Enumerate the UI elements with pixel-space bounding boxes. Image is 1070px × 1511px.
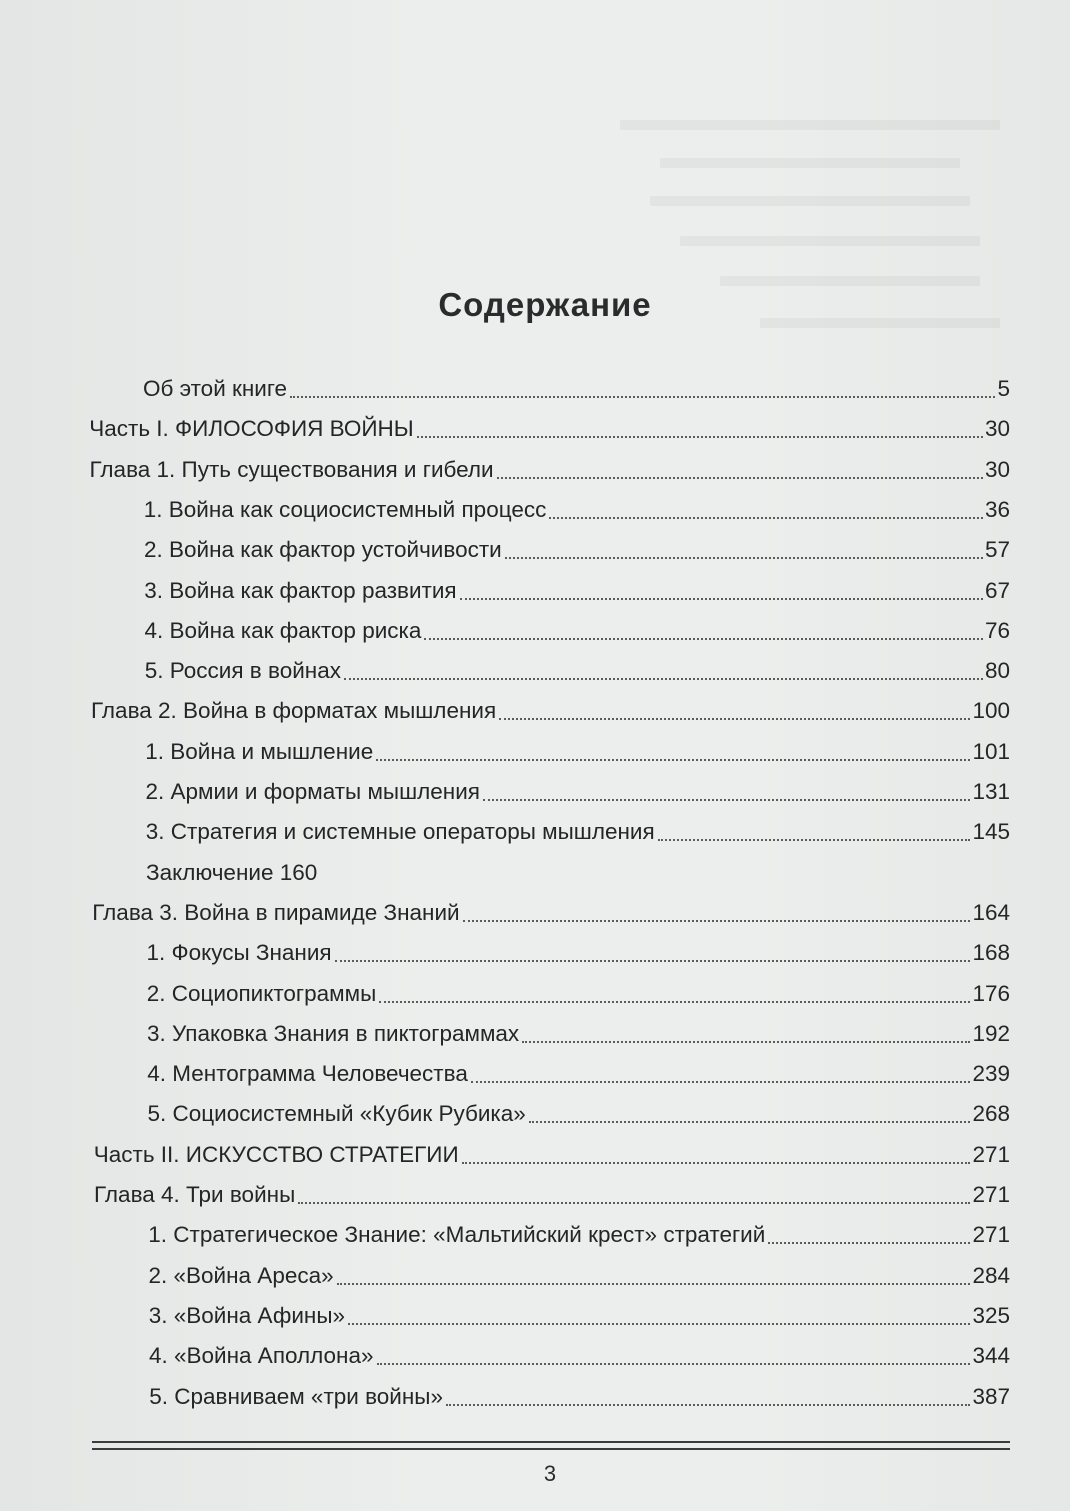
toc-leader-dots [348,1317,970,1325]
toc-entry-label: 5. Социосистемный «Кубик Рубика» [147,1101,526,1127]
toc-leader-dots [768,1236,970,1244]
toc-entry [144,491,1010,525]
show-through-line [720,276,980,286]
toc-entry-page: 80 [984,658,1010,684]
toc-entry [145,612,1011,646]
toc-entry-label: Глава 1. Путь существования и гибели [89,456,494,482]
toc-leader-dots [417,430,983,438]
toc-entry-page: 192 [972,1020,1010,1046]
show-through-line [620,120,1000,130]
toc-leader-dots [505,551,983,559]
toc-leader-dots [377,1357,971,1365]
toc-entry-label: 4. Война как фактор риска [144,617,422,643]
toc-entry [89,410,1010,444]
toc-leader-dots [463,914,971,922]
toc-entry-label: Глава 2. Война в форматах мышления [91,698,497,724]
toc-entry-page: 176 [972,980,1010,1006]
toc-leader-dots [335,954,971,962]
toc-entry-label: Часть I. ФИЛОСОФИЯ ВОЙНЫ [89,416,414,442]
toc-entry [147,975,1010,1009]
show-through-line [680,236,980,246]
toc-entry-page: 344 [972,1343,1010,1369]
toc-entry [148,1095,1011,1129]
toc-entry-label: 1. Война как социосистемный процесс [143,496,547,522]
toc-entry [143,370,1010,404]
toc-entry [90,451,1011,485]
toc-entry-label: 5. Россия в войнах [144,658,341,684]
toc-leader-dots [337,1277,971,1285]
toc-entry-page: 67 [984,577,1010,603]
page-title: Содержание [438,286,652,323]
toc-entry-label: 3. Упаковка Знания в пиктограммах [147,1020,520,1046]
toc-entry-page: 30 [984,416,1010,442]
toc-leader-dots [471,1075,971,1083]
toc-leader-dots [522,1035,970,1043]
toc-leader-dots [497,471,983,479]
toc-entry [147,1055,1010,1089]
toc-entry [144,531,1010,565]
toc-entry [94,1176,1010,1210]
toc-entry [148,1216,1010,1250]
toc-entry-label: 2. Социопиктограммы [146,980,377,1006]
toc-leader-dots [460,592,983,600]
footer-rule-bottom [92,1448,1010,1450]
toc-entry [147,1015,1010,1049]
toc-entry-label: 1. Фокусы Знания [146,940,332,966]
toc-entry-label: 4. «Война Аполлона» [149,1343,374,1369]
toc-entry-label: Об этой книге [143,376,288,401]
toc-entry-label: 3. Стратегия и системные операторы мышления [145,819,655,845]
toc-leader-dots [483,793,970,801]
toc-entry-label: Глава 3. Война в пирамиде Знаний [92,899,460,925]
toc-entry-page: 284 [972,1262,1010,1288]
toc-entry-page: 57 [984,537,1010,563]
toc-leader-dots [298,1196,970,1204]
toc-entry [145,733,1010,767]
toc-entry [92,894,1010,928]
toc-entry [149,1378,1010,1412]
toc-entry-label: 4. Ментограмма Человечества [147,1061,468,1087]
toc-entry-label: 1. Стратегическое Знание: «Мальтийский крест» стратегий [148,1222,766,1248]
toc-entry-page: 164 [972,899,1010,925]
toc-entry-label: 3. Война как фактор развития [144,577,457,603]
toc-entry-label: 2. Армии и форматы мышления [145,779,480,804]
toc-leader-dots [446,1398,970,1406]
toc-entry [144,572,1010,606]
toc-entry-page: 5 [997,376,1010,401]
toc-leader-dots [290,390,995,398]
toc-leader-dots [658,833,971,841]
toc-entry-page: 131 [972,779,1010,804]
toc-entry-page: 168 [972,940,1010,966]
toc-entry [149,1257,1011,1291]
toc-entry [145,652,1010,686]
toc-entry [149,1297,1010,1331]
toc-entry-page: 100 [972,698,1010,724]
toc-leader-dots [379,995,970,1003]
toc-entry-page: 30 [984,456,1010,482]
toc-entry-page: 76 [984,617,1010,643]
toc-entry-page: 145 [972,819,1010,845]
toc-entry-page: 36 [984,496,1010,522]
toc-entry-label: Глава 4. Три войны [94,1182,296,1207]
toc-entry [147,934,1011,968]
show-through-line [660,158,960,168]
toc-entry-page: 271 [972,1182,1010,1207]
toc-entry-label: 3. «Война Афины» [148,1302,346,1328]
toc-entry-page: 325 [972,1302,1010,1328]
show-through-line [650,196,970,206]
toc-leader-dots [549,511,983,519]
toc-entry-label: Часть II. ИСКУССТВО СТРАТЕГИИ [93,1141,459,1167]
toc-leader-dots [529,1115,971,1123]
toc-entry [149,1337,1010,1371]
toc-entry [146,813,1010,847]
toc-entry-label: 2. Война как фактор устойчивости [144,537,502,563]
page-number: 3 [543,1461,557,1486]
toc-entry [146,854,1010,888]
toc-entry-label: 2. «Война Ареса» [148,1262,334,1288]
toc-entry-label: 5. Сравниваем «три войны» [149,1383,443,1409]
toc-entry [94,1136,1010,1170]
toc-leader-dots [462,1156,971,1164]
toc-entry-label: Заключение 160 [146,859,318,885]
toc-entry-label: 1. Война и мышление [145,738,374,764]
toc-entry [91,692,1010,726]
toc-entry [146,773,1011,807]
toc-leader-dots [499,712,970,720]
footer-rule-top [92,1441,1010,1443]
toc-entry-page: 268 [972,1101,1010,1127]
toc-leader-dots [376,753,970,761]
toc-entry-page: 387 [972,1383,1010,1409]
toc-entry-page: 271 [972,1222,1010,1248]
toc-entry-page: 239 [972,1061,1010,1087]
toc-entry-page: 101 [972,738,1010,764]
toc-entry-page: 271 [972,1141,1010,1167]
toc-leader-dots [424,632,983,640]
toc-leader-dots [344,672,983,680]
